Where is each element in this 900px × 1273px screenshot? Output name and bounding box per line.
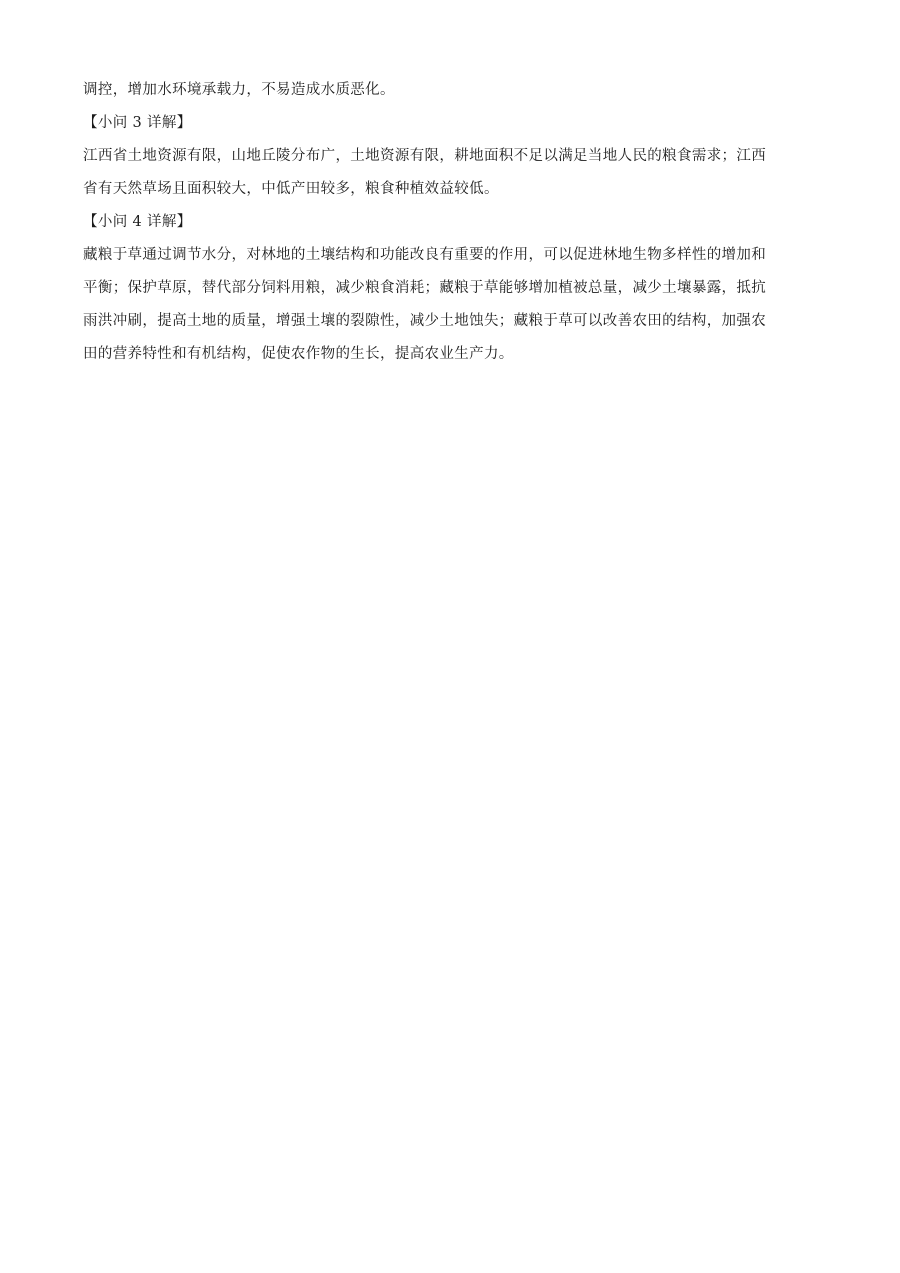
section-heading-q3: 【小问 3 详解】 xyxy=(83,115,192,131)
text-line: 江西省土地资源有限，山地丘陵分布广，土地资源有限，耕地面积不足以满足当地人民的粮食需求；江西 xyxy=(83,148,767,164)
section-heading-q4: 【小问 4 详解】 xyxy=(83,214,192,230)
paragraph-q3-answer xyxy=(83,140,819,206)
document-page xyxy=(83,74,819,371)
text-line: 调控，增加水环境承载力，不易造成水质恶化。 xyxy=(83,82,395,98)
text-line: 田的营养特性和有机结构，促使农作物的生长，提高农业生产力。 xyxy=(83,346,514,362)
paragraph-water-capacity xyxy=(83,74,819,107)
text-line: 藏粮于草通过调节水分，对林地的土壤结构和功能改良有重要的作用，可以促进林地生物多样性的增加和 xyxy=(83,247,767,263)
text-line: 省有天然草场且面积较大，中低产田较多，粮食种植效益较低。 xyxy=(83,181,499,197)
text-line: 平衡；保护草原，替代部分饲料用粮，减少粮食消耗；藏粮于草能够增加植被总量，减少土壤暴露，抵抗 xyxy=(83,280,767,296)
text-line: 雨洪冲刷，提高土地的质量，增强土壤的裂隙性，减少土地蚀失；藏粮于草可以改善农田的结构，加强农 xyxy=(83,313,767,329)
paragraph-q4-answer xyxy=(83,239,819,371)
